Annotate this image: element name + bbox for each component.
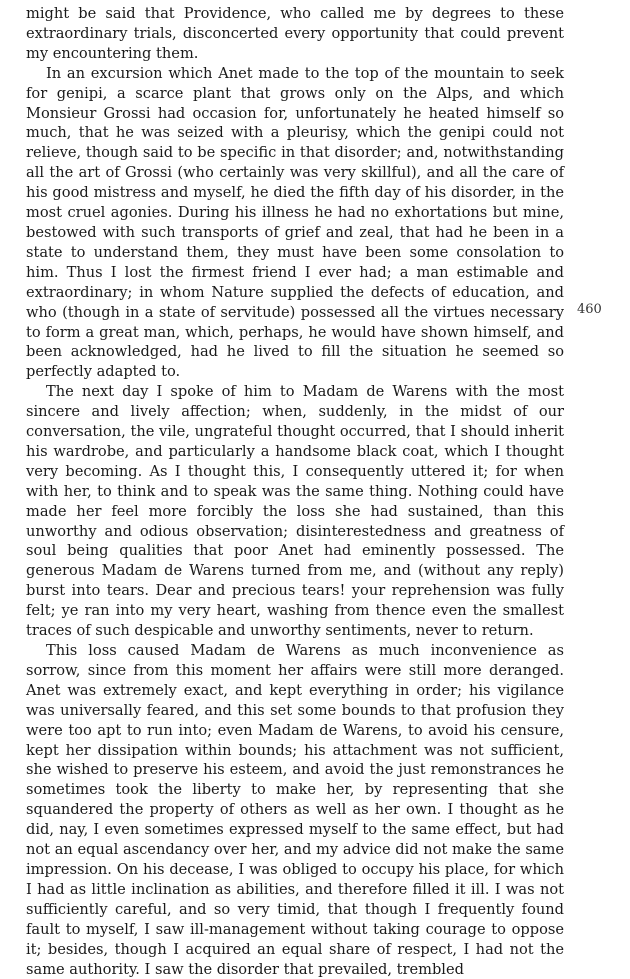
paragraph-continuation: might be said that Providence, who called me by degrees to these extraordinary trials, disconcerted every opportunity that could prevent my encountering them. (26, 5, 564, 62)
paragraph-next-day: The next day I spoke of him to Madam de Warens with the most sincere and lively affection; when, suddenly, in the midst of our conversation, the vile, ungrateful thought occurred, that I should inherit his wardrobe, and particularly a handsome black coat, which I thought very becoming. As I thought this, I consequently uttered it; for when with her, to think and to speak was the same thing. Nothing could have made her feel more forcibly the loss she had sustained, than this unworthy and odious observation; disinterestedness and greatness of soul being qualities that poor Anet had eminently possessed. The generous Madam de Warens turned from me, and (without any reply) burst into tears. Dear and precious tears! your reprehension was fully felt; ye ran into my very heart, washing from thence even the smallest traces of such despicable and unworthy sentiments, never to return. (26, 383, 564, 640)
paragraph-anet-illness: In an excursion which Anet made to the top of the mountain to seek for genipi, a scarce plant that grows only on the Alps, and which Monsieur Grossi had occasion for, unfortunately he heated himself so much, that he was seized with a pleurisy, which the genipi could not relieve, though said to be specific in that disorder; and, notwithstanding all the art of Grossi (who certainly was very skillful), and all the care of his good mistress and myself, he died the fifth day of his disorder, in the most cruel agonies. During his illness he had no exhortations but mine, bestowed with such transports of grief and zeal, that had he been in a state to understand them, they must have been some consolation to him. Thus I lost the firmest friend I ever had; a man estimable and extraordinary; in whom Nature supplied the defects of education, and who (though in a state of servitude) possessed all the virtues necessary to form a great man, which, perhaps, he would have shown himself, and been acknowledged, had he lived to fill the situation he seemed so perfectly adapted to. (26, 64, 564, 381)
paragraph-loss-consequences: This loss caused Madam de Warens as much inconvenience as sorrow, since from this moment her affairs were still more deranged. Anet was extremely exact, and kept everything in order; his vigilance was universally feared, and this set some bounds to that profusion they were too apt to run into; even Madam de Warens, to avoid his censure, kept her dissipation within bounds; his attachment was not sufficient, she wished to preserve his esteem, and avoid the just remonstrances he sometimes took the liberty to make her, by representing that she squandered the property of others as well as her own. I thought as he did, nay, I even sometimes expressed myself to the same effect, but had not an equal ascendancy over her, and my advice did not make the same impression. On his decease, I was obliged to occupy his place, for which I had as little inclination as abilities, and therefore filled it ill. I was not sufficiently careful, and so very timid, that though I frequently found fault to myself, I saw ill-management without taking courage to oppose it; besides, though I acquired an equal share of respect, I had not the same authority. I saw the disorder that prevailed, trembled (26, 642, 564, 978)
page-number: 460 (577, 302, 602, 317)
page-body-text (26, 4, 564, 979)
